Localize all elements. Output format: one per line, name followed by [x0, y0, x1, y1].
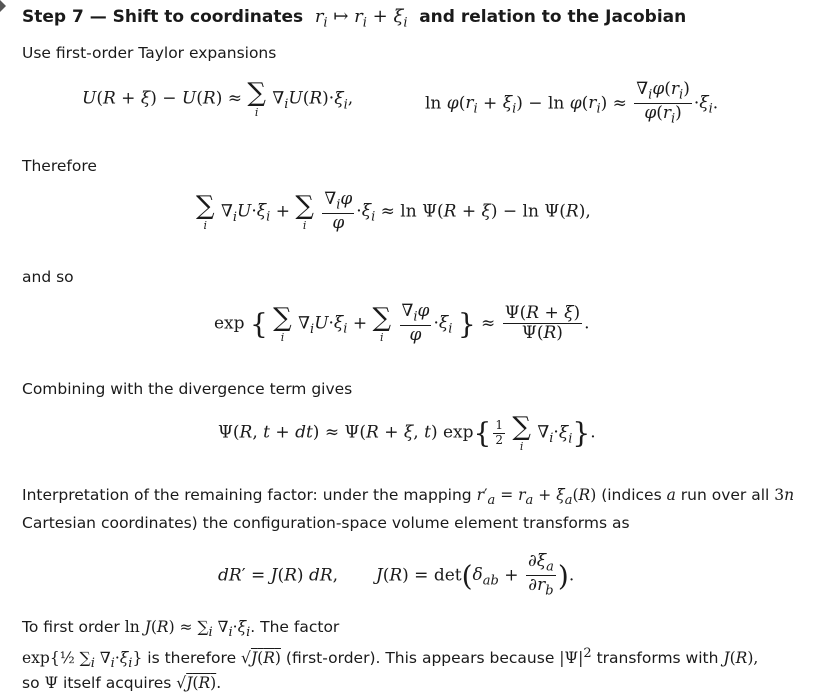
interp-text-b: (indices — [601, 486, 662, 504]
sum-log-psi-equation: ∑ i $\nabla_iU\cdot\xi_i$ + ∑ i $\frac{\nabla_i\varphi}{\varphi}$ $\cdot\xi_i \approx \ln \Psi(R + \xi) - \ln \Psi(R)$, — [196, 189, 591, 234]
taylor-equation-phi: $\ln \varphi(r_i + \xi_i) - \ln \varphi(r_i)$ ≈ $\frac{\nabla_i\varphi(r_i)}{\varphi(r_i)}$ $\cdot\xi_i$. — [425, 79, 719, 127]
final-text-c: is therefore — [147, 649, 237, 668]
final-text-f: so — [22, 674, 40, 692]
final-text-g: itself acquires — [63, 674, 172, 692]
final-sqrtJ-math: √J(R) — [241, 649, 281, 668]
heading-suffix: and relation to the Jacobian — [419, 7, 687, 27]
final-psi-abs-math: $|\Psi|^2$ — [559, 646, 592, 668]
final-JR-math: J(R), — [723, 649, 759, 668]
taylor-intro-text: Use first-order Taylor expansions — [22, 44, 277, 62]
final-line-1 — [22, 617, 339, 642]
and-so-text: and so — [22, 268, 74, 286]
interpretation-line-1 — [22, 485, 794, 510]
final-line-3 — [22, 673, 221, 695]
interp-index-a: a — [666, 486, 676, 504]
interp-mapping-math: $r'_a = r_a + \xi_a(R)$ — [476, 486, 597, 509]
final-text-d: (first-order). This appears because — [285, 649, 555, 668]
final-sqrtJ2-math: √J(R). — [176, 674, 222, 692]
taylor-equation-U: U(R + ξ) − U(R) ≈ ∑ i $\nabla_iU(R)\cdot\xi_i$, — [82, 78, 354, 119]
mouse-pointer-icon — [0, 0, 6, 12]
psi-update-equation: Ψ(R, t + dt) ≈ Ψ(R + ξ, t) exp{ $\frac{1}{2}$ ∑ i $\nabla_i\cdot\xi_i$}. — [218, 412, 596, 453]
final-text-a: To first order — [22, 618, 120, 636]
final-exp-math: exp{½ $\sum_i$ $\nabla_i\cdot\xi_i$} — [22, 649, 143, 672]
interp-text-c: run over all — [680, 486, 770, 504]
step-heading — [22, 6, 686, 31]
final-text-e: transforms with — [596, 649, 719, 668]
exp-ratio-equation: exp { ∑ i $\nabla_iU\cdot\xi_i$ + ∑ i $\frac{\nabla_i\varphi}{\varphi}$ $\cdot\xi_i$ } ≈ $\frac{\Psi(R + \xi)}{\Psi(R)}$ . — [214, 301, 590, 346]
final-psi-math: Ψ — [44, 674, 59, 692]
interp-3n: 3n — [774, 486, 795, 504]
jacobian-equation: dR′ = J(R) dR, $J(R) = \det(\delta_{ab}$ + $\frac{\partial\xi_a}{\partial r_b}$ ). — [218, 551, 575, 599]
combining-text: Combining with the divergence term gives — [22, 380, 353, 398]
final-lnJ-math: $\ln J(R) \approx \sum_i$ $\nabla_i\cdot\xi_i$ — [124, 618, 251, 641]
therefore-text: Therefore — [22, 157, 97, 175]
final-line-2 — [22, 645, 758, 673]
heading-text: Step 7 — Shift to coordinates — [22, 7, 304, 27]
final-text-b: . The factor — [250, 618, 340, 636]
heading-math: $r_i$ ↦ $r_i + \xi_i$ — [314, 6, 408, 31]
interpretation-line-2: Cartesian coordinates) the configuration-space volume element transforms as — [22, 514, 630, 532]
interp-text-a: Interpretation of the remaining factor: under the mapping — [22, 486, 472, 504]
